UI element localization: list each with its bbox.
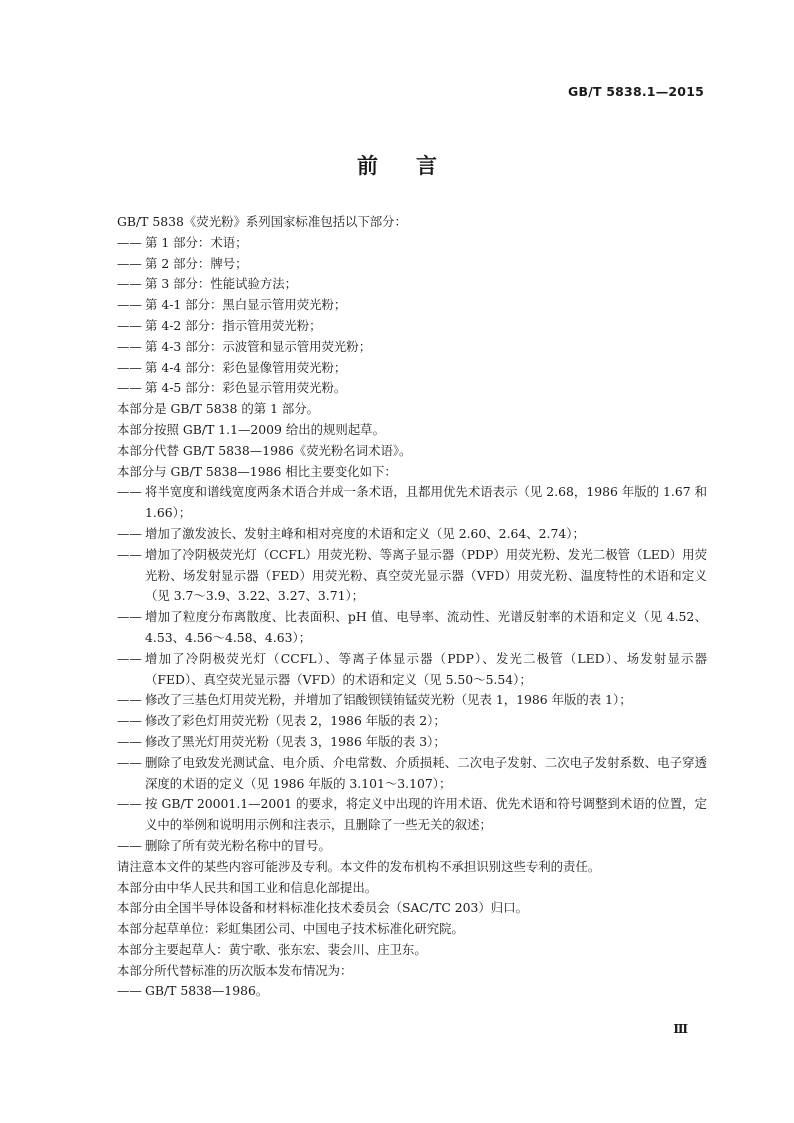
foreword-body [117, 212, 707, 1002]
list-item [117, 981, 707, 1002]
dash-marker: —— [117, 317, 142, 333]
closing-line: 本部分主要起草人：黄宁歌、张东宏、裴会川、庄卫东。 [117, 941, 427, 957]
change-text: 将半宽度和谱线宽度两条术语合并成一条术语，且都用优先术语表示（见 2.68，1986 年版的 1.67 和 1.66）； [145, 484, 707, 521]
list-item [117, 545, 707, 607]
list-item [117, 316, 707, 337]
intro-line: GB/T 5838《荧光粉》系列国家标准包括以下部分： [117, 214, 407, 229]
list-item [117, 274, 707, 295]
page-number: Ⅲ [673, 1022, 688, 1036]
history-text: GB/T 5838—1986。 [145, 983, 269, 999]
dash-marker: —— [117, 255, 142, 271]
list-item [117, 794, 707, 836]
part-text: 第 2 部分：牌号； [145, 255, 248, 271]
list-item [117, 732, 707, 753]
changes-list [117, 482, 707, 856]
dash-marker: —— [117, 525, 142, 541]
closing-line: 本部分所代替标准的历次版本发布情况为： [117, 962, 353, 978]
change-text: 删除了电致发光测试盒、电介质、介电常数、介质损耗、二次电子发射、二次电子发射系数、电子穿透深度的术语的定义（见 1986 年版的 3.101～3.107）； [145, 754, 707, 791]
change-text: 增加了激发波长、发射主峰和相对亮度的术语和定义（见 2.60、2.64、2.74）； [145, 525, 585, 541]
list-item [117, 649, 707, 691]
parts-list [117, 233, 707, 399]
change-text: 按 GB/T 20001.1—2001 的要求，将定义中出现的许用术语、优先术语和符号调整到术语的位置，定义中的举例和说明用示例和注表示，且删除了一些无关的叙述； [145, 796, 707, 833]
list-item [117, 753, 707, 795]
change-text: 删除了所有荧光粉名称中的冒号。 [145, 837, 331, 853]
list-item [117, 378, 707, 399]
change-text: 增加了粒度分布离散度、比表面积、pH 值、电导率、流动性、光谱反射率的术语和定义（见 4.52、4.53、4.56～4.58、4.63）； [145, 609, 707, 645]
statement-line: 本部分代替 GB/T 5838—1986《荧光粉名词术语》。 [117, 442, 412, 458]
change-text: 增加了冷阴极荧光灯（CCFL）、等离子体显示器（PDP）、发光二极管（LED）、场发射显示器（FED）、真空荧光显示器（VFD）的术语和定义（见 5.50～5.54）； [145, 650, 707, 687]
part-text: 第 1 部分：术语； [145, 234, 248, 250]
statement-line: 本部分是 GB/T 5838 的第 1 部分。 [117, 401, 320, 417]
list-item [117, 690, 707, 711]
closing-line: 请注意本文件的某些内容可能涉及专利。本文件的发布机构不承担识别这些专利的责任。 [117, 858, 601, 874]
list-item [117, 358, 707, 379]
list-item [117, 836, 707, 857]
statement-line: 本部分按照 GB/T 1.1—2009 给出的规则起草。 [117, 421, 385, 437]
dash-marker: —— [117, 234, 142, 250]
statement-line: 本部分与 GB/T 5838—1986 相比主要变化如下： [117, 463, 397, 479]
part-text: 第 4-3 部分：示波管和显示管用荧光粉； [145, 338, 372, 354]
dash-marker: —— [117, 338, 142, 354]
part-text: 第 4-5 部分：彩色显示管用荧光粉。 [145, 380, 347, 396]
dash-marker: —— [117, 692, 142, 708]
dash-marker: —— [117, 837, 142, 853]
dash-marker: —— [117, 650, 142, 666]
change-text: 修改了彩色灯用荧光粉（见表 2，1986 年版的表 2）； [145, 713, 446, 729]
part-text: 第 4-4 部分：彩色显像管用荧光粉； [145, 359, 347, 375]
dash-marker: —— [117, 546, 142, 562]
list-item [117, 233, 707, 254]
dash-marker: —— [117, 297, 142, 313]
dash-marker: —— [117, 359, 142, 375]
part-text: 第 4-2 部分：指示管用荧光粉； [145, 317, 322, 333]
closing-line: 本部分起草单位：彩虹集团公司、中国电子技术标准化研究院。 [117, 921, 464, 937]
list-item [117, 524, 707, 545]
part-text: 第 4-1 部分：黑白显示管用荧光粉； [145, 297, 347, 313]
dash-marker: —— [117, 380, 142, 396]
dash-marker: —— [117, 713, 142, 729]
dash-marker: —— [117, 983, 142, 999]
dash-marker: —— [117, 609, 142, 625]
dash-marker: —— [117, 733, 142, 749]
page-title: 前言 [357, 154, 475, 178]
closing-line: 本部分由全国半导体设备和材料标准化技术委员会（SAC/TC 203）归口。 [117, 900, 528, 916]
closing-line: 本部分由中华人民共和国工业和信息化部提出。 [117, 879, 378, 895]
part-text: 第 3 部分：性能试验方法； [145, 276, 298, 292]
dash-marker: —— [117, 276, 142, 292]
list-item [117, 337, 707, 358]
list-item [117, 711, 707, 732]
list-item [117, 295, 707, 316]
list-item [117, 607, 707, 649]
standard-code: GB/T 5838.1—2015 [568, 84, 704, 99]
dash-marker: —— [117, 484, 142, 500]
list-item [117, 482, 707, 524]
change-text: 增加了冷阴极荧光灯（CCFL）用荧光粉、等离子显示器（PDP）用荧光粉、发光二极管（LED）用荧光粉、场发射显示器（FED）用荧光粉、真空荧光显示器（VFD）用荧光粉、温度特性的术语和定义（见 3.7～3.9、3.22、3.27、3.71）； [145, 546, 707, 604]
dash-marker: —— [117, 796, 142, 812]
change-text: 修改了黑光灯用荧光粉（见表 3，1986 年版的表 3）； [145, 733, 446, 749]
change-text: 修改了三基色灯用荧光粉，并增加了铝酸钡镁铕锰荧光粉（见表 1，1986 年版的表 1）； [145, 692, 632, 708]
list-item [117, 254, 707, 275]
dash-marker: —— [117, 754, 142, 770]
